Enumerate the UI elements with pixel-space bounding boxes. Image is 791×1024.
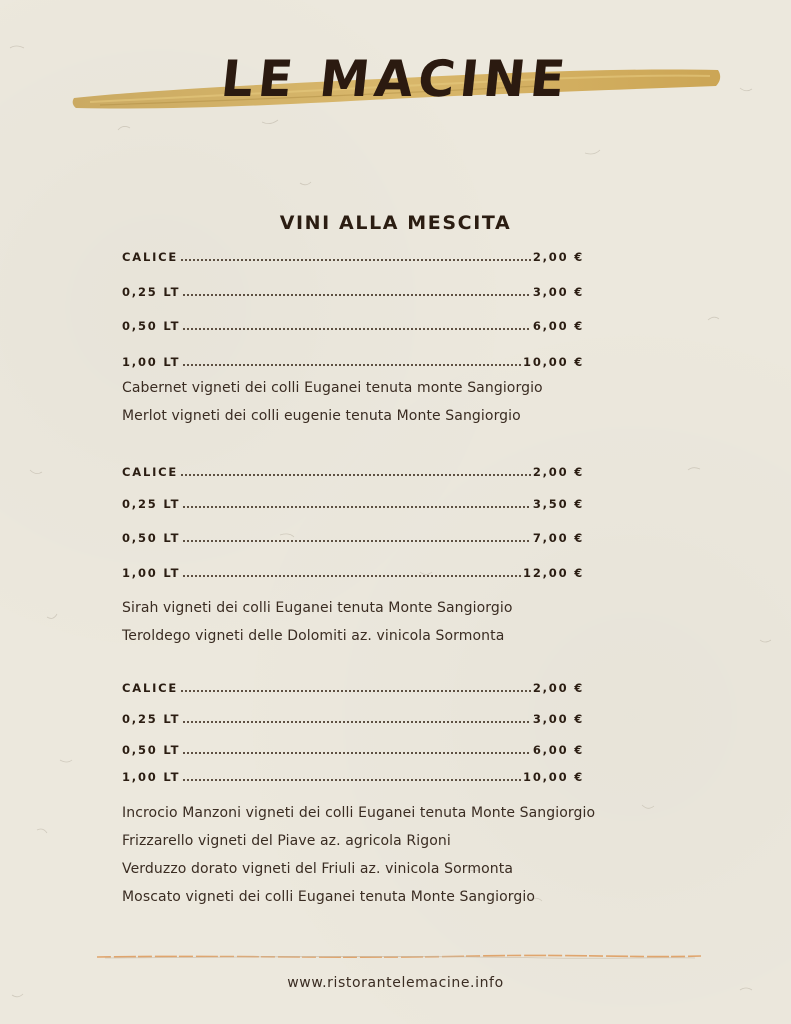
dot-leader <box>182 540 531 542</box>
dot-leader <box>180 474 531 476</box>
price-label: CALICE <box>122 465 179 479</box>
price-value: 6,00 € <box>532 319 584 333</box>
price-value: 3,00 € <box>532 285 584 299</box>
restaurant-logo: LE MACINE <box>218 50 573 108</box>
price-label: 1,00 LT <box>122 355 181 369</box>
dot-leader <box>182 294 531 296</box>
price-label: CALICE <box>122 250 179 264</box>
wine-item: Teroldego vigneti delle Dolomiti az. vinicola Sormonta <box>122 628 505 644</box>
price-row-calice <box>122 248 584 264</box>
wine-item: Frizzarello vigneti del Piave az. agricola Rigoni <box>122 833 451 849</box>
price-value: 2,00 € <box>532 465 584 479</box>
footer-divider <box>95 950 705 964</box>
wine-item: Moscato vigneti dei colli Euganei tenuta Monte Sangiorgio <box>122 889 535 905</box>
dot-leader <box>182 328 531 330</box>
dot-leader <box>182 506 531 508</box>
price-value: 3,00 € <box>532 712 584 726</box>
wine-item: Incrocio Manzoni vigneti dei colli Euganei tenuta Monte Sangiorgio <box>122 805 596 821</box>
dot-leader <box>182 721 531 723</box>
price-value: 10,00 € <box>523 770 584 784</box>
price-label: 1,00 LT <box>122 770 181 784</box>
price-label: 0,50 LT <box>122 743 181 757</box>
price-label: 0,25 LT <box>122 285 181 299</box>
price-row-025 <box>122 283 584 299</box>
price-label: CALICE <box>122 681 179 695</box>
price-row-050 <box>122 529 584 545</box>
dot-leader <box>182 575 521 577</box>
price-label: 0,50 LT <box>122 319 181 333</box>
dot-leader <box>182 779 521 781</box>
price-label: 0,50 LT <box>122 531 181 545</box>
dot-leader <box>180 690 531 692</box>
price-label: 1,00 LT <box>122 566 181 580</box>
price-row-100 <box>122 564 584 580</box>
wine-item: Sirah vigneti dei colli Euganei tenuta Monte Sangiorgio <box>122 600 513 616</box>
price-row-025 <box>122 495 584 511</box>
price-row-calice <box>122 679 584 695</box>
price-value: 2,00 € <box>532 250 584 264</box>
price-label: 0,25 LT <box>122 712 181 726</box>
section-title: VINI ALLA MESCITA <box>279 212 512 234</box>
price-label: 0,25 LT <box>122 497 181 511</box>
wine-item: Merlot vigneti dei colli eugenie tenuta Monte Sangiorgio <box>122 408 521 424</box>
dot-leader <box>182 752 531 754</box>
price-value: 6,00 € <box>532 743 584 757</box>
price-row-100 <box>122 768 584 784</box>
dot-leader <box>182 364 521 366</box>
wine-item: Verduzzo dorato vigneti del Friuli az. vinicola Sormonta <box>122 861 514 877</box>
website-link[interactable]: www.ristorantelemacine.info <box>287 975 504 991</box>
price-row-050 <box>122 741 584 757</box>
price-value: 7,00 € <box>532 531 584 545</box>
price-row-050 <box>122 317 584 333</box>
price-value: 2,00 € <box>532 681 584 695</box>
price-value: 3,50 € <box>532 497 584 511</box>
wine-item: Cabernet vigneti dei colli Euganei tenuta monte Sangiorgio <box>122 380 543 396</box>
price-row-025 <box>122 710 584 726</box>
price-value: 10,00 € <box>523 355 584 369</box>
price-row-calice <box>122 463 584 479</box>
price-row-100 <box>122 353 584 369</box>
price-value: 12,00 € <box>523 566 584 580</box>
dot-leader <box>180 259 531 261</box>
